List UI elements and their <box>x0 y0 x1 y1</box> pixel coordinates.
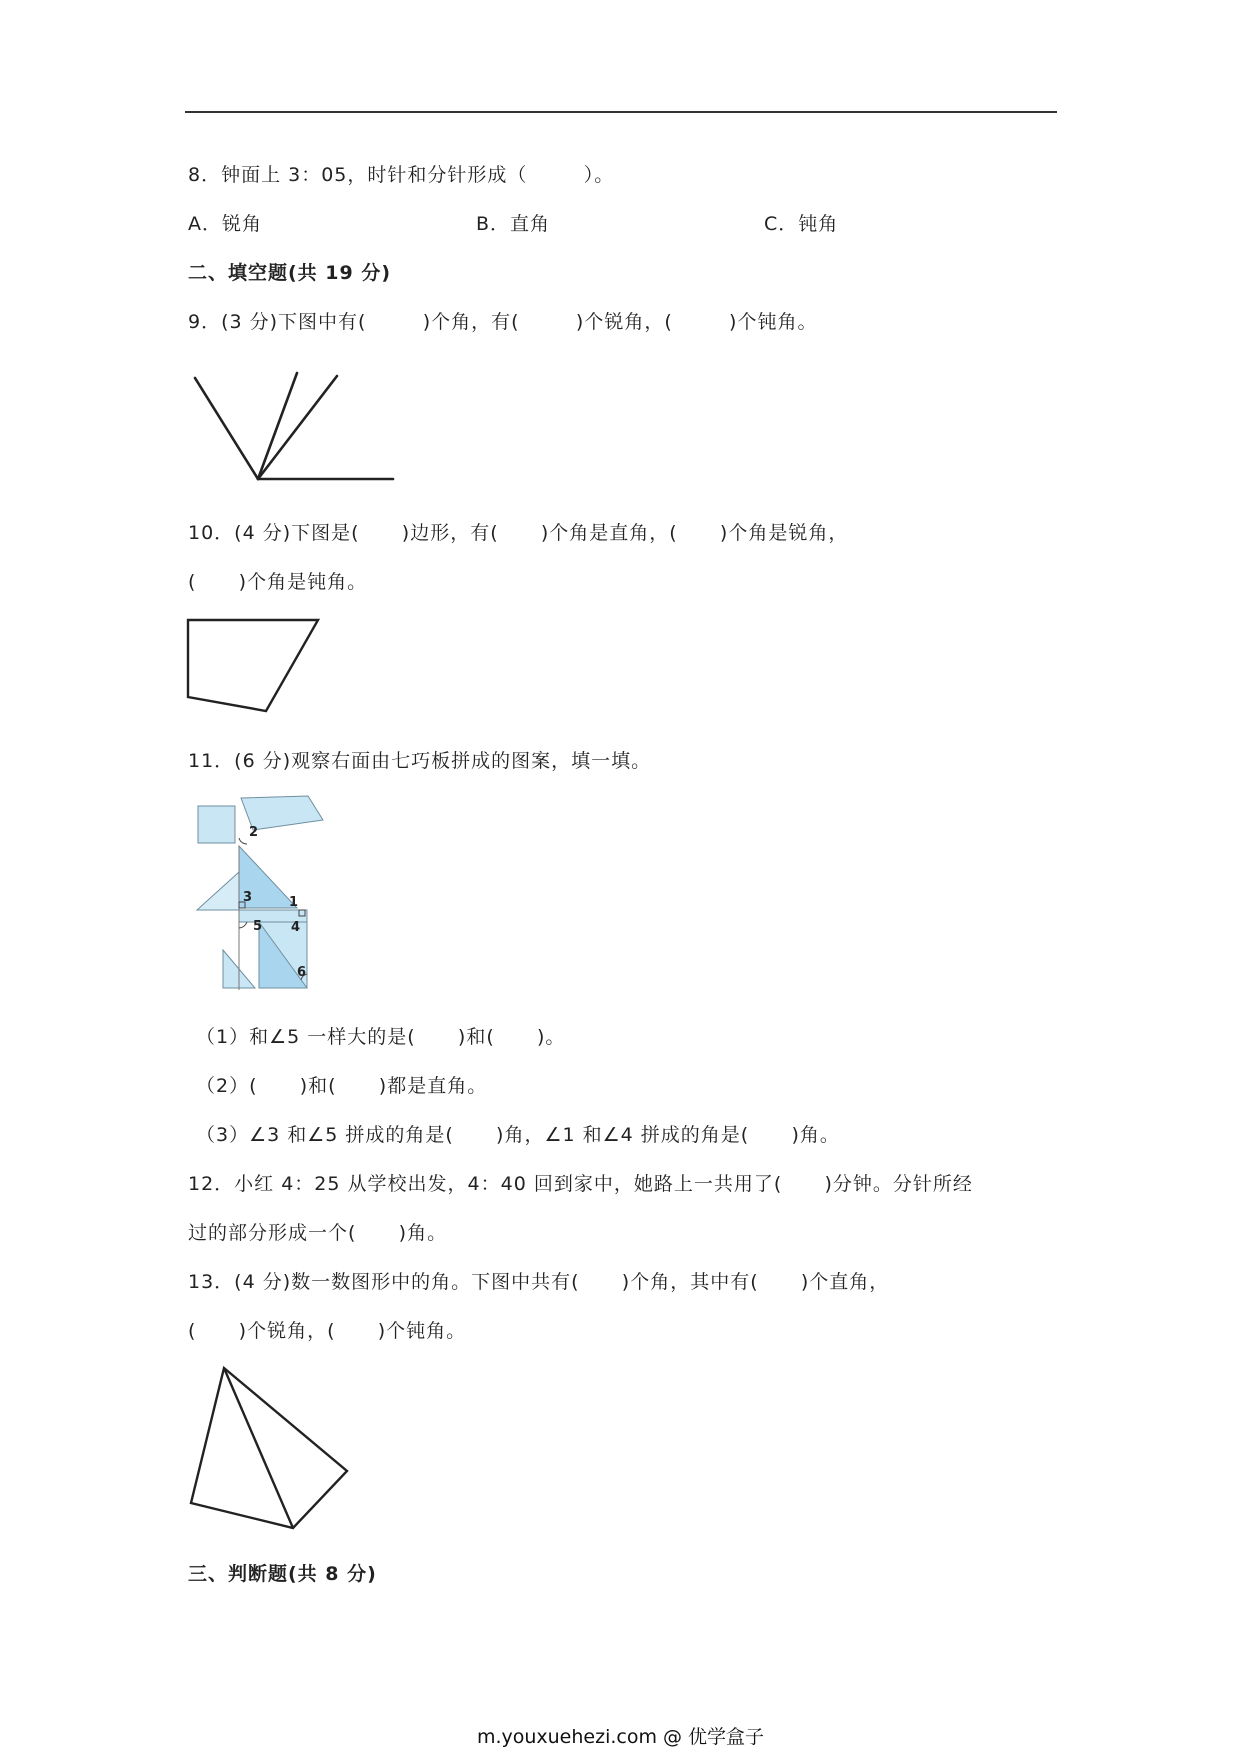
q12-line2: 过的部分形成一个( )角。 <box>188 1222 448 1244</box>
header-rule <box>185 111 1057 113</box>
tangram-label-5: 5 <box>253 919 263 934</box>
section3-title: 三、判断题(共 8 分) <box>188 1563 377 1585</box>
q13-line1: 13．(4 分)数一数图形中的角。下图中共有( )个角，其中有( )个直角， <box>188 1271 890 1293</box>
q9-angle-figure <box>190 370 400 485</box>
q11-sub3: （3）∠3 和∠5 拼成的角是( )角，∠1 和∠4 拼成的角是( )角。 <box>196 1124 840 1146</box>
q12-line1: 12．小红 4：25 从学校出发，4：40 回到家中，她路上一共用了( )分钟。分针所经 <box>188 1173 973 1195</box>
q9-stem: 9．(3 分)下图中有( )个角，有( )个锐角，( )个钝角。 <box>188 311 818 333</box>
q8-option-c: C．钝角 <box>764 213 839 235</box>
tangram-label-6: 6 <box>297 965 307 980</box>
section2-title: 二、填空题(共 19 分) <box>188 262 392 284</box>
angle-2-arc <box>239 838 247 844</box>
tangram-label-4: 4 <box>291 920 301 935</box>
tangram-label-3: 3 <box>243 890 253 905</box>
q8-option-a: A．锐角 <box>188 213 262 235</box>
tangram-label-1: 1 <box>289 895 299 910</box>
q13-line2: ( )个锐角，( )个钝角。 <box>188 1320 467 1342</box>
q10-line2: ( )个角是钝角。 <box>188 571 368 593</box>
q10-line1: 10．(4 分)下图是( )边形，有( )个角是直角，( )个角是锐角， <box>188 522 849 544</box>
q11-stem: 11．(6 分)观察右面由七巧板拼成的图案，填一填。 <box>188 750 652 772</box>
tangram-square <box>198 806 235 843</box>
q11-tangram-figure <box>193 790 328 1000</box>
q11-sub2: （2）( )和( )都是直角。 <box>196 1075 488 1097</box>
q8-stem: 8．钟面上 3：05，时针和分针形成（ ）。 <box>188 164 615 186</box>
q13-triangle-figure <box>185 1360 355 1535</box>
tangram-small-triangle-left <box>197 872 239 910</box>
angle-5-arc <box>239 922 247 928</box>
footer-watermark: m.youxuehezi.com @ 优学盒子 <box>476 1726 765 1748</box>
tangram-label-2: 2 <box>249 825 259 840</box>
q10-quadrilateral-figure <box>180 612 325 717</box>
q11-sub1: （1）和∠5 一样大的是( )和( )。 <box>196 1026 566 1048</box>
q8-option-b: B．直角 <box>476 213 551 235</box>
